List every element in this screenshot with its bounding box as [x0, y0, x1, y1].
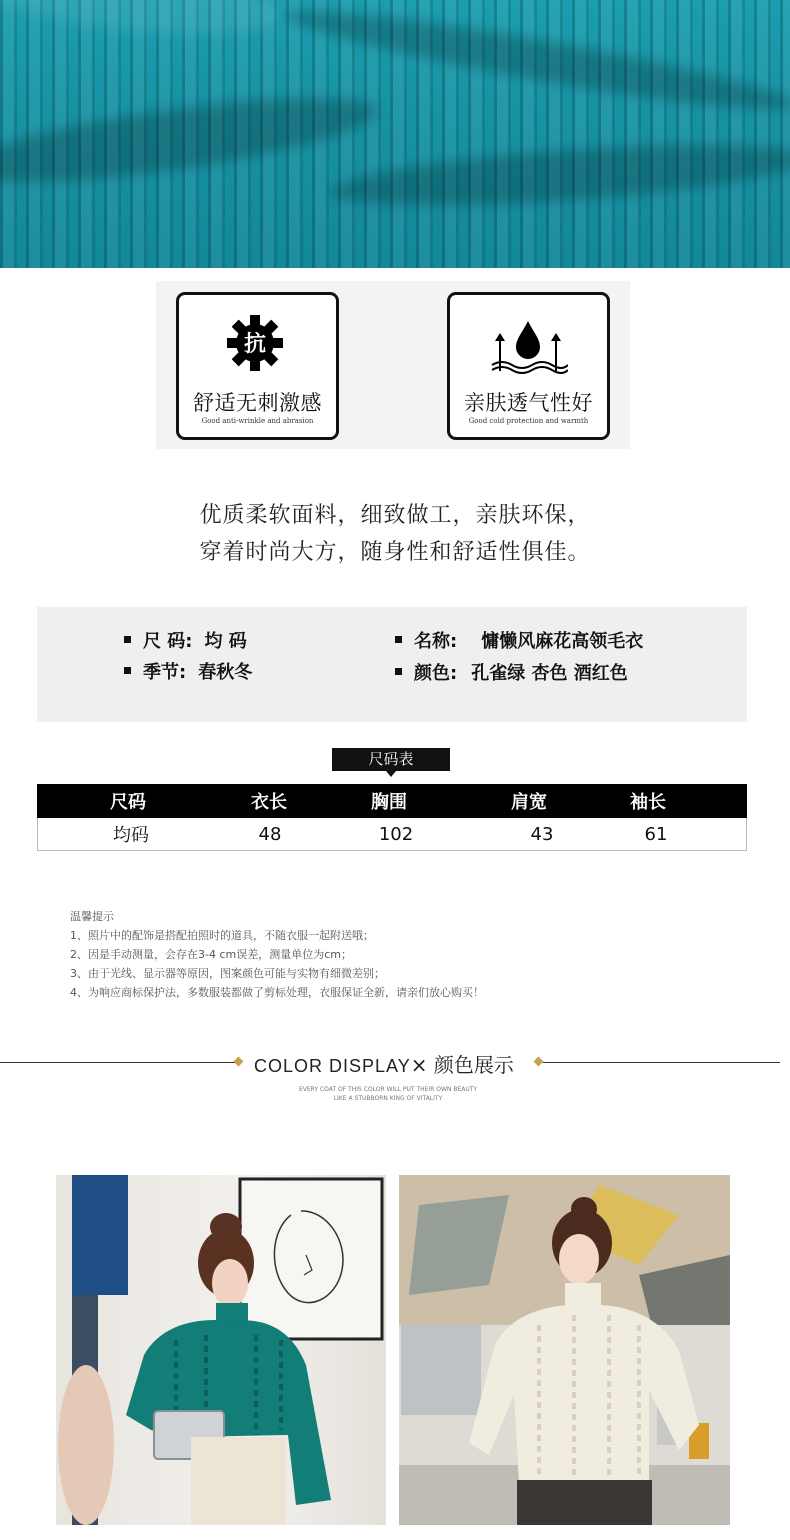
feature-card-breathable — [447, 292, 610, 440]
attr-season-label: 季节: — [143, 662, 187, 683]
diamond-icon — [234, 1057, 244, 1067]
header-size: 尺码 — [110, 792, 146, 813]
divider-left — [0, 1062, 236, 1063]
header-sleeve: 袖长 — [630, 792, 666, 813]
bullet-icon — [395, 668, 402, 675]
table-row — [37, 818, 747, 851]
attr-name — [395, 627, 643, 653]
header-shoulder: 肩宽 — [511, 792, 547, 813]
header-chest: 胸围 — [371, 792, 407, 813]
cell-chest: 102 — [378, 823, 414, 845]
product-photo-peacock-green — [56, 1175, 386, 1525]
color-display-subtitle-1: EVERY COAT OF THIS COLOR WILL PUT THEIR OWN BEAUTY — [298, 1086, 478, 1093]
attr-name-value: 慵懒风麻花高领毛衣 — [481, 631, 644, 652]
size-chart-arrow-icon — [386, 771, 396, 777]
note-item-1: 1、照片中的配饰是搭配拍照时的道具，不随衣服一起附送哦； — [70, 929, 374, 942]
note-item-4: 4、为响应商标保护法，多数服装都做了剪标处理，衣服保证全新，请亲们放心购买！ — [70, 986, 484, 999]
size-chart-header — [37, 784, 747, 818]
cell-length: 48 — [258, 823, 282, 845]
feature-panel — [156, 281, 630, 449]
bullet-icon — [395, 636, 402, 643]
feature-subtitle-breathable: Good cold protection and warmth — [468, 417, 589, 425]
attr-size — [124, 627, 247, 653]
attr-season — [124, 658, 252, 684]
bullet-icon — [124, 636, 131, 643]
attr-season-value: 春秋冬 — [198, 662, 253, 683]
cell-shoulder: 43 — [530, 823, 554, 845]
water-drop-icon — [488, 309, 568, 379]
color-display-title-sep: × — [410, 1053, 428, 1077]
attr-size-value: 均 码 — [204, 631, 247, 652]
anti-char: 抗 — [243, 332, 267, 357]
diamond-icon — [534, 1057, 544, 1067]
note-item-3: 3、由于光线、显示器等原因，图案颜色可能与实物有细微差别； — [70, 967, 385, 980]
description-line-1: 优质柔软面料，细致做工，亲肤环保， — [199, 503, 591, 528]
cell-size: 均码 — [113, 825, 149, 846]
anti-icon — [211, 313, 299, 373]
description-line-2: 穿着时尚大方，随身性和舒适性俱佳。 — [199, 540, 591, 565]
notes-block — [70, 907, 484, 1002]
color-display-subtitle-2: LIKE A STUBBORN KING OF VITALITY — [333, 1095, 443, 1102]
bullet-icon — [124, 667, 131, 674]
feature-subtitle-comfort: Good anti-wrinkle and abrasion — [201, 417, 314, 425]
note-item-2: 2、因是手动测量，会存在3-4 cm误差，测量单位为cm； — [70, 948, 352, 961]
attr-color — [395, 659, 628, 685]
notes-title: 温馨提示 — [70, 910, 114, 923]
feature-title-breathable: 亲肤透气性好 — [464, 391, 593, 415]
attr-size-label: 尺 码: — [143, 631, 193, 652]
color-display-title-en: COLOR DISPLAY — [254, 1056, 411, 1076]
color-display-title — [254, 1049, 514, 1078]
color-display-title-cn: 颜色展示 — [433, 1053, 514, 1077]
divider-right — [543, 1062, 780, 1063]
cell-sleeve: 61 — [644, 823, 668, 845]
feature-title-comfort: 舒适无刺激感 — [193, 391, 322, 415]
attr-name-label: 名称: — [414, 631, 458, 652]
hero-knit-image — [0, 0, 790, 268]
attr-color-value: 孔雀绿 杏色 酒红色 — [471, 663, 628, 684]
product-photo-apricot — [399, 1175, 730, 1525]
feature-card-comfort — [176, 292, 339, 440]
attr-color-label: 颜色: — [414, 663, 458, 684]
header-length: 衣长 — [251, 792, 287, 813]
attribute-panel — [37, 607, 747, 722]
size-chart-title: 尺码表 — [332, 748, 450, 771]
